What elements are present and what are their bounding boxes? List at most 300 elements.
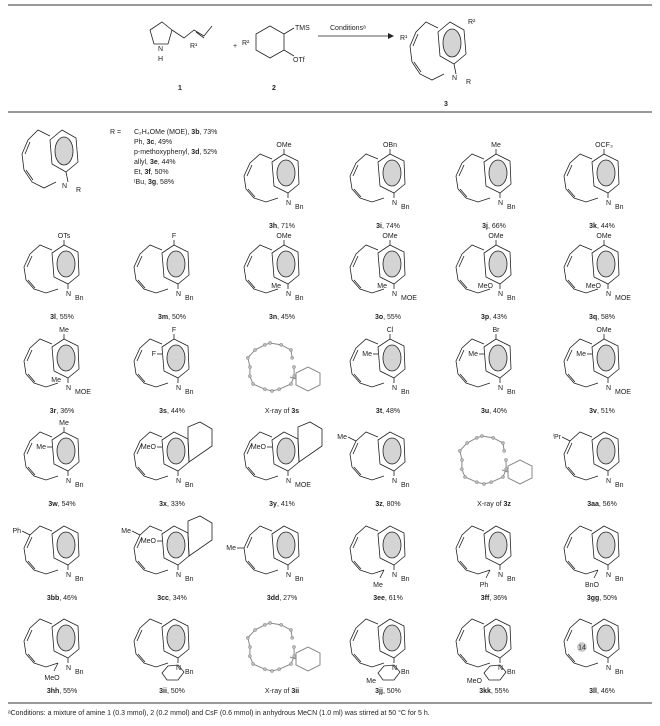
n-label: N bbox=[176, 572, 182, 579]
atom bbox=[292, 645, 295, 648]
benzene-ring bbox=[597, 532, 615, 558]
compound-caption: 3aa, 56% bbox=[587, 501, 617, 508]
compound-3aa bbox=[548, 417, 656, 510]
r-equals: R = bbox=[110, 129, 122, 136]
substituent-below: Me bbox=[373, 582, 383, 589]
reactant-1-label: 1 bbox=[178, 85, 182, 92]
compound-caption: 3y, 41% bbox=[269, 501, 295, 508]
compound-3w bbox=[8, 417, 116, 510]
atom bbox=[289, 348, 292, 351]
benzene-ring bbox=[597, 160, 615, 186]
benzene-ring bbox=[489, 625, 507, 651]
n-label: N bbox=[66, 291, 72, 298]
r-substituent-list bbox=[112, 128, 217, 188]
reactant-1-structure bbox=[150, 22, 212, 44]
atom bbox=[291, 636, 294, 639]
reactant-1-h: H bbox=[158, 56, 164, 63]
substituent-lower: Me bbox=[51, 377, 61, 384]
benzene-ring bbox=[597, 251, 615, 277]
n-substituent: Bn bbox=[75, 295, 84, 302]
compound-caption: 3r, 36% bbox=[49, 408, 75, 415]
n-substituent: Bn bbox=[185, 389, 194, 396]
n-label: N bbox=[286, 572, 292, 579]
structure-drawing bbox=[338, 424, 438, 500]
compound-3ll bbox=[548, 604, 656, 697]
structure-drawing bbox=[12, 518, 112, 594]
compound-caption: 3q, 58% bbox=[588, 314, 616, 321]
compound-3bb bbox=[8, 511, 116, 604]
atom bbox=[504, 458, 507, 461]
structure-drawing bbox=[338, 142, 438, 222]
compound-caption: 3dd, 27% bbox=[266, 595, 298, 602]
structure-drawing bbox=[122, 424, 222, 500]
substituent-left: Me bbox=[576, 351, 586, 358]
benzene-ring bbox=[57, 532, 75, 558]
plus-sign: + bbox=[233, 43, 238, 50]
n-label: N bbox=[286, 291, 292, 298]
substituent-left: MeO bbox=[250, 444, 266, 451]
substituent-top: OMe bbox=[596, 327, 612, 334]
structure-drawing bbox=[122, 518, 222, 594]
compound-caption: 3ee, 61% bbox=[373, 595, 403, 602]
n-label: N bbox=[392, 385, 398, 392]
n-substituent: MOE bbox=[401, 295, 417, 302]
product-n: N bbox=[452, 75, 458, 82]
product-label: 3 bbox=[444, 101, 448, 108]
n-substituent: Bn bbox=[185, 669, 194, 676]
structure-drawing bbox=[338, 611, 438, 687]
compound-3v bbox=[548, 324, 656, 417]
benzene-ring bbox=[277, 160, 295, 186]
compound-caption: 3j, 66% bbox=[482, 223, 506, 230]
atom bbox=[492, 436, 495, 439]
n-substituent: Bn bbox=[401, 482, 410, 489]
benzene-ring bbox=[383, 532, 401, 558]
n-substituent: Bn bbox=[507, 295, 516, 302]
atom bbox=[248, 375, 251, 378]
general-structure-3b-3g bbox=[10, 122, 110, 202]
compound-caption: 3hh, 55% bbox=[46, 688, 78, 695]
benzene-ring bbox=[167, 251, 185, 277]
atom bbox=[465, 441, 468, 444]
n-substituent: Bn bbox=[615, 669, 624, 676]
n-substituent: Bn bbox=[615, 576, 624, 583]
benzene-ring bbox=[167, 532, 185, 558]
atom bbox=[490, 481, 493, 484]
compound-3y bbox=[228, 417, 336, 510]
substituent-chain: Ph bbox=[12, 528, 21, 535]
n-label: N bbox=[286, 478, 292, 485]
benzene-ring bbox=[57, 345, 75, 371]
benzene-ring bbox=[57, 438, 75, 464]
n-label: N bbox=[286, 200, 292, 207]
n-label: N bbox=[498, 291, 504, 298]
compound-3n bbox=[228, 230, 336, 323]
n-label: N bbox=[392, 200, 398, 207]
atom bbox=[248, 365, 251, 368]
product-r1: R¹ bbox=[400, 35, 408, 42]
n-substituent: Bn bbox=[615, 482, 624, 489]
substituent-below: BnO bbox=[584, 582, 600, 589]
atom bbox=[268, 621, 271, 624]
reactant-2-tms: TMS bbox=[295, 25, 310, 32]
substituent-aryl: Me bbox=[366, 678, 376, 685]
compound-caption: 3bb, 46% bbox=[46, 595, 78, 602]
benzene-ring bbox=[383, 438, 401, 464]
reaction-scheme bbox=[0, 8, 660, 112]
n-label: N bbox=[498, 200, 504, 207]
n-label: N bbox=[62, 183, 68, 190]
substituent-top: F bbox=[171, 233, 177, 240]
atom bbox=[293, 655, 296, 658]
arrowhead-icon bbox=[388, 33, 394, 39]
structure-drawing bbox=[444, 142, 544, 222]
benzene-ring bbox=[597, 345, 615, 371]
atom bbox=[270, 389, 273, 392]
atom bbox=[460, 458, 463, 461]
substituent-chain: Me bbox=[121, 528, 131, 535]
atom bbox=[505, 468, 508, 471]
compound-caption: 3w, 54% bbox=[48, 501, 76, 508]
structure-drawing bbox=[12, 611, 112, 687]
compound-caption: 3jj, 50% bbox=[375, 688, 401, 695]
atom bbox=[475, 481, 478, 484]
atom bbox=[482, 482, 485, 485]
substituent-below: Ph bbox=[479, 582, 489, 589]
scheme-divider bbox=[8, 111, 652, 113]
r-entry: ᵗBu, 3g, 58% bbox=[134, 179, 175, 186]
benzene-ring bbox=[597, 625, 615, 651]
n-substituent: MOE bbox=[75, 389, 91, 396]
substituent-top: Cl bbox=[386, 327, 394, 334]
atom bbox=[278, 668, 281, 671]
reactant-2-structure bbox=[256, 26, 294, 58]
product-r2: R² bbox=[468, 19, 476, 26]
n-substituent: Bn bbox=[507, 204, 516, 211]
benzene-ring bbox=[597, 438, 615, 464]
n-label: N bbox=[392, 665, 398, 672]
atom bbox=[458, 449, 461, 452]
r-label: R bbox=[76, 187, 82, 194]
compound-caption: X-ray of 3ii bbox=[264, 688, 300, 695]
compound-3gg bbox=[548, 511, 656, 604]
xray-image bbox=[232, 331, 332, 407]
substituent-top: OMe bbox=[382, 233, 398, 240]
compound-3dd bbox=[228, 511, 336, 604]
structure-drawing bbox=[122, 327, 222, 407]
atom bbox=[463, 475, 466, 478]
structure-drawing bbox=[444, 518, 544, 594]
atom bbox=[268, 341, 271, 344]
n-label: N bbox=[176, 478, 182, 485]
substituent-top: OMe bbox=[276, 142, 292, 149]
xray-structure-3ii bbox=[228, 604, 336, 697]
benzene-ring bbox=[383, 160, 401, 186]
atom bbox=[503, 449, 506, 452]
xray-structure-3s bbox=[228, 324, 336, 417]
product-r: R bbox=[466, 79, 472, 86]
compound-caption: 3u, 40% bbox=[480, 408, 508, 415]
n-substituent: MOE bbox=[615, 389, 631, 396]
compound-caption: 3gg, 50% bbox=[586, 595, 618, 602]
atom bbox=[253, 348, 256, 351]
compound-caption: 3z, 80% bbox=[375, 501, 401, 508]
substituent-top: OBn bbox=[382, 142, 398, 149]
bottom-rule bbox=[8, 702, 652, 704]
substituent-top: Me bbox=[491, 142, 501, 149]
compound-caption: 3n, 45% bbox=[268, 314, 296, 321]
n-substituent: Bn bbox=[401, 669, 410, 676]
atom bbox=[278, 388, 281, 391]
compound-caption: 3o, 55% bbox=[374, 314, 402, 321]
structure-drawing bbox=[552, 518, 652, 594]
structure-drawing bbox=[552, 142, 652, 222]
compound-3k bbox=[548, 139, 656, 232]
compound-3hh bbox=[8, 604, 116, 697]
atom bbox=[501, 441, 504, 444]
substituent-top: Me bbox=[59, 327, 69, 334]
atom bbox=[291, 356, 294, 359]
arrow-conditions: Conditionsᵃ bbox=[330, 25, 366, 32]
compound-3q bbox=[548, 230, 656, 323]
n-label: N bbox=[498, 572, 504, 579]
substituent-top: OTs bbox=[57, 233, 71, 240]
compound-3u bbox=[440, 324, 548, 417]
benzene-ring bbox=[383, 345, 401, 371]
compound-caption: 3h, 71% bbox=[268, 223, 296, 230]
substituent-chain: Me bbox=[226, 545, 236, 552]
reactant-1-n: N bbox=[158, 46, 164, 53]
top-rule bbox=[8, 4, 652, 6]
substituent-below: MeO bbox=[44, 675, 60, 682]
n-substituent: Bn bbox=[507, 576, 516, 583]
compound-3x bbox=[118, 417, 226, 510]
structure-drawing bbox=[122, 233, 222, 313]
compound-caption: 3m, 50% bbox=[157, 314, 187, 321]
xray-image bbox=[444, 424, 544, 500]
substituent-lower: Me bbox=[271, 283, 281, 290]
compound-caption: X-ray of 3s bbox=[264, 408, 300, 415]
benzene-ring bbox=[489, 251, 507, 277]
compound-caption: 3i, 74% bbox=[376, 223, 400, 230]
atom bbox=[292, 365, 295, 368]
atom bbox=[289, 382, 292, 385]
atom bbox=[289, 628, 292, 631]
structure-drawing bbox=[122, 611, 222, 687]
n-label: N bbox=[392, 572, 398, 579]
substituent-left: F bbox=[151, 351, 156, 358]
compound-3kk bbox=[440, 604, 548, 697]
compound-3ee bbox=[334, 511, 442, 604]
structure-drawing bbox=[552, 233, 652, 313]
benzene-ring bbox=[489, 532, 507, 558]
benzene-ring bbox=[277, 532, 295, 558]
r-entry: C₂H₄OMe (MOE), 3b, 73% bbox=[134, 129, 218, 136]
atom bbox=[501, 475, 504, 478]
benzene-ring bbox=[167, 345, 185, 371]
substituent-left: Me bbox=[36, 444, 46, 451]
n-label: N bbox=[176, 291, 182, 298]
r-entry: Et, 3f, 50% bbox=[134, 169, 169, 176]
compound-3s bbox=[118, 324, 226, 417]
benzene-ring bbox=[383, 251, 401, 277]
benzene-ring bbox=[57, 251, 75, 277]
substituent-lower: MeO bbox=[477, 283, 493, 290]
substituent-top: Me bbox=[59, 420, 69, 427]
structure-drawing bbox=[444, 327, 544, 407]
structure-drawing bbox=[444, 611, 544, 687]
n-label: N bbox=[606, 291, 612, 298]
n-label: N bbox=[606, 572, 612, 579]
atom bbox=[246, 356, 249, 359]
compound-3m bbox=[118, 230, 226, 323]
n-substituent: Bn bbox=[401, 204, 410, 211]
compound-3i bbox=[334, 139, 442, 232]
compound-caption: 3cc, 34% bbox=[157, 595, 187, 602]
atom bbox=[480, 434, 483, 437]
n-label: N bbox=[176, 385, 182, 392]
compound-3h bbox=[228, 139, 336, 232]
compound-3t bbox=[334, 324, 442, 417]
substituent-top: F bbox=[171, 327, 177, 334]
n-substituent: Bn bbox=[185, 295, 194, 302]
structure-drawing bbox=[338, 518, 438, 594]
n-substituent: Bn bbox=[295, 295, 304, 302]
n-substituent: Bn bbox=[295, 576, 304, 583]
substituent-lower: Me bbox=[377, 283, 387, 290]
atom bbox=[253, 628, 256, 631]
structure-drawing bbox=[552, 424, 652, 500]
n-substituent: Bn bbox=[75, 482, 84, 489]
benzene-ring bbox=[489, 345, 507, 371]
reactant-2-r2: R² bbox=[242, 40, 250, 47]
n-substituent: Bn bbox=[185, 576, 194, 583]
n-substituent: Bn bbox=[401, 576, 410, 583]
substituent-top: OCF₃ bbox=[595, 142, 613, 149]
structure-drawing bbox=[232, 233, 332, 313]
atom bbox=[263, 668, 266, 671]
benzene-ring bbox=[383, 625, 401, 651]
n-label: N bbox=[66, 385, 72, 392]
compound-caption: 3k, 44% bbox=[589, 223, 615, 230]
benzene-ring bbox=[489, 160, 507, 186]
n-label: N bbox=[66, 665, 72, 672]
substituent-left: MeO bbox=[140, 444, 156, 451]
compound-caption: 3l, 55% bbox=[50, 314, 74, 321]
xray-structure-3z bbox=[440, 417, 548, 510]
compound-3o bbox=[334, 230, 442, 323]
compound-3ii bbox=[118, 604, 226, 697]
compound-3jj bbox=[334, 604, 442, 697]
compound-caption: 3v, 51% bbox=[589, 408, 615, 415]
atom bbox=[263, 388, 266, 391]
atom bbox=[251, 382, 254, 385]
substituent-left: Me bbox=[362, 351, 372, 358]
atom bbox=[248, 645, 251, 648]
compound-caption: 3ff, 36% bbox=[480, 595, 508, 602]
structure-drawing bbox=[444, 233, 544, 313]
n-substituent: Bn bbox=[75, 576, 84, 583]
substituent-top: OMe bbox=[488, 233, 504, 240]
footnote: ᵃConditions: a mixture of amine 1 (0.3 mmol), 2 (0.2 mmol) and CsF (0.6 mmol) in anhydrous MeCN (1.0 ml) was stirred at 50 °C for 5 h. bbox=[8, 710, 430, 717]
n-label: N bbox=[606, 385, 612, 392]
atom bbox=[270, 669, 273, 672]
r-entry: allyl, 3e, 44% bbox=[134, 159, 176, 166]
structure-drawing bbox=[338, 233, 438, 313]
compound-caption: 3p, 43% bbox=[480, 314, 508, 321]
n-substituent: Bn bbox=[507, 389, 516, 396]
compound-caption: 3x, 33% bbox=[159, 501, 185, 508]
compound-3z bbox=[334, 417, 442, 510]
substituent-aryl: MeO bbox=[466, 678, 482, 685]
structure-drawing bbox=[232, 142, 332, 222]
benzene-ring bbox=[167, 438, 185, 464]
compound-caption: X-ray of 3z bbox=[477, 501, 511, 508]
atom bbox=[293, 375, 296, 378]
compound-caption: 3kk, 55% bbox=[479, 688, 509, 695]
substituent-left: MeO bbox=[140, 538, 156, 545]
atom bbox=[248, 655, 251, 658]
compound-caption: 3ii, 50% bbox=[159, 688, 185, 695]
compound-3p bbox=[440, 230, 548, 323]
atom bbox=[280, 623, 283, 626]
substituent-top: Br bbox=[492, 327, 500, 334]
n-substituent: Bn bbox=[75, 669, 84, 676]
atom bbox=[289, 662, 292, 665]
ring-size-badge: 14 bbox=[578, 644, 586, 652]
structure-drawing bbox=[226, 518, 332, 594]
structure-drawing bbox=[338, 327, 438, 407]
n-label: N bbox=[606, 665, 612, 672]
n-substituent: MOE bbox=[615, 295, 631, 302]
benzene-ring bbox=[277, 251, 295, 277]
structure-drawing bbox=[232, 424, 332, 500]
benzene-ring bbox=[57, 625, 75, 651]
n-label: N bbox=[498, 385, 504, 392]
atom bbox=[263, 343, 266, 346]
substituent-left: Me bbox=[468, 351, 478, 358]
compound-3l bbox=[8, 230, 116, 323]
atom bbox=[460, 468, 463, 471]
n-substituent: Bn bbox=[295, 204, 304, 211]
atom bbox=[246, 636, 249, 639]
compound-3ff bbox=[440, 511, 548, 604]
structure-drawing bbox=[12, 327, 112, 407]
compound-caption: 3s, 44% bbox=[159, 408, 185, 415]
compound-caption: 3ll, 46% bbox=[589, 688, 615, 695]
atom bbox=[263, 623, 266, 626]
n-label: N bbox=[66, 572, 72, 579]
structure-drawing bbox=[12, 233, 112, 313]
reactant-2-label: 2 bbox=[272, 85, 276, 92]
reactant-1-r1: R¹ bbox=[190, 43, 198, 50]
n-label: N bbox=[176, 665, 182, 672]
n-substituent: Bn bbox=[507, 669, 516, 676]
n-substituent: Bn bbox=[615, 204, 624, 211]
n-substituent: Bn bbox=[185, 482, 194, 489]
n-substituent: MOE bbox=[295, 482, 311, 489]
compound-3cc bbox=[118, 511, 226, 604]
substituent-top: OMe bbox=[276, 233, 292, 240]
structure-drawing bbox=[12, 420, 112, 500]
n-label: N bbox=[66, 478, 72, 485]
n-label: N bbox=[392, 291, 398, 298]
compound-caption: 3t, 48% bbox=[375, 408, 401, 415]
n-label: N bbox=[498, 665, 504, 672]
n-label: N bbox=[606, 478, 612, 485]
compound-3r bbox=[8, 324, 116, 417]
structure-drawing bbox=[552, 611, 652, 687]
